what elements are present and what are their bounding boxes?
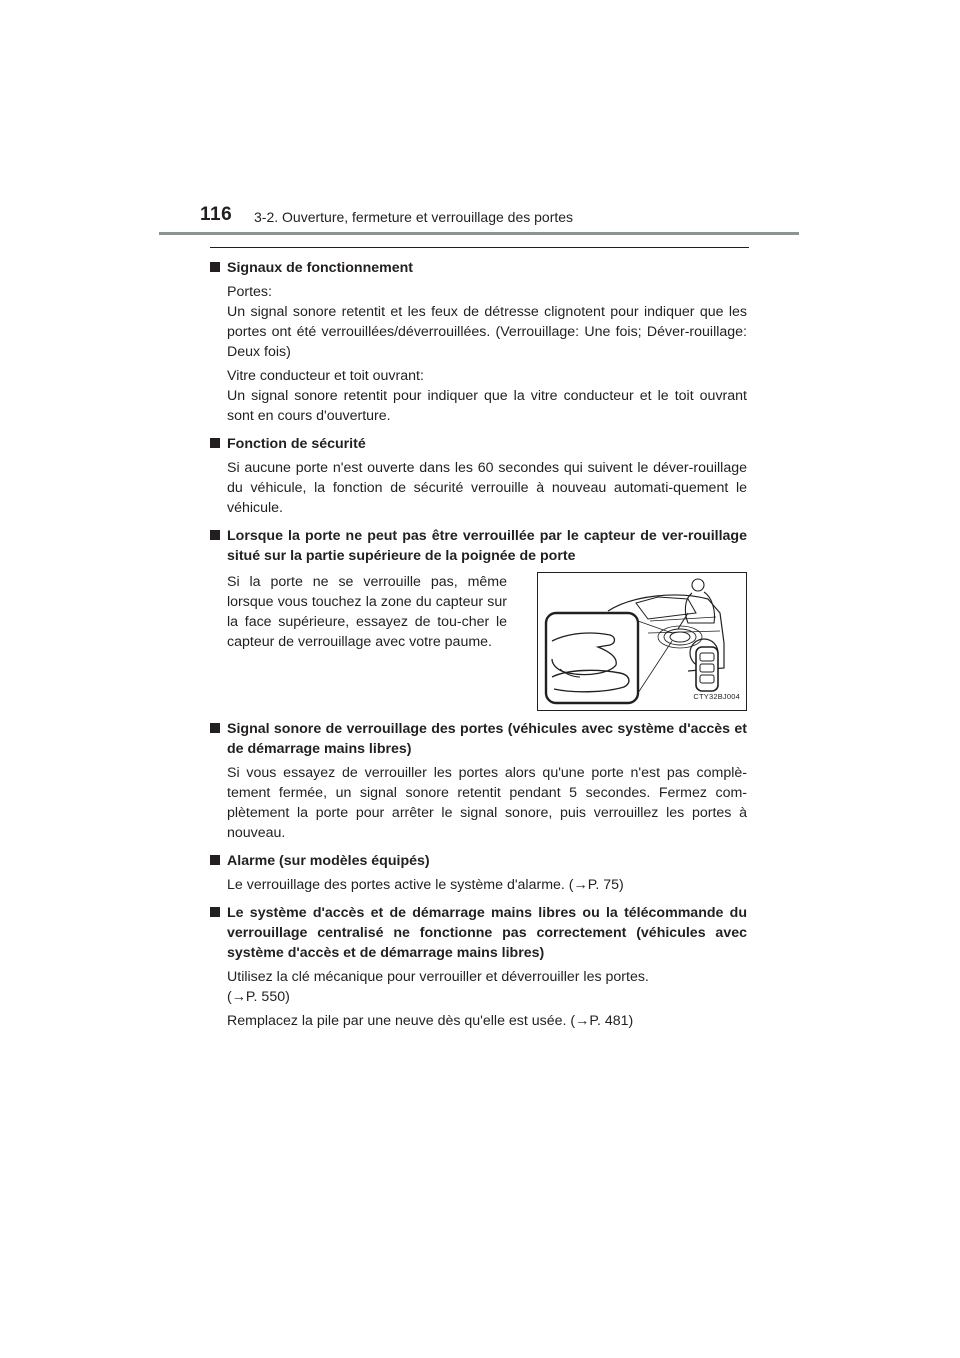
square-bullet-icon <box>210 723 220 733</box>
paragraph: Portes: <box>227 284 272 300</box>
paragraph: Remplacez la pile par une neuve dès qu'elle est usée. (→P. 481) <box>227 1013 634 1029</box>
section-heading: Alarme (sur modèles équipés) <box>210 851 747 871</box>
content-body <box>210 258 747 1031</box>
paragraph: Le verrouillage des portes active le système d'alarme. (→P. 75) <box>227 877 624 893</box>
paragraph: Utilisez la clé mécanique pour verrouiller et déverrouiller les portes. <box>227 969 649 985</box>
door-sensor-illustration <box>537 572 747 711</box>
section-heading: Signaux de fonctionnement <box>210 258 747 278</box>
paragraph: Si vous essayez de verrouiller les portes alors qu'une porte n'est pas complè-tement fermée, un signal sonore retentit pendant 5 secondes. Fermez com-plètement la porte pour arrêter le signal sonore, puis verrouillez les portes à nouveau. <box>227 765 747 841</box>
square-bullet-icon <box>210 530 220 540</box>
section-heading: Fonction de sécurité <box>210 434 747 454</box>
content-top-rule <box>210 247 749 248</box>
square-bullet-icon <box>210 438 220 448</box>
figure-caption-text: Si la porte ne se verrouille pas, même lorsque vous touchez la zone du capteur sur la face supérieure, essayez de tou-cher le capteur de verrouillage avec votre paume. <box>227 574 507 650</box>
header-rule <box>159 232 799 235</box>
square-bullet-icon <box>210 855 220 865</box>
section-heading: Signal sonore de verrouillage des portes (véhicules avec système d'accès et de démarrage mains libres) <box>210 719 747 759</box>
figure-code: CTY32BJ004 <box>693 692 740 701</box>
figure-row <box>210 572 747 711</box>
square-bullet-icon <box>210 262 220 272</box>
paragraph: Un signal sonore retentit pour indiquer que la vitre conducteur et le toit ouvrant sont en cours d'ouverture. <box>227 388 747 424</box>
paragraph: Si aucune porte n'est ouverte dans les 60 secondes qui suivent le déver-rouillage du véhicule, la fonction de sécurité verrouille à nouveau automati-quement le véhicule. <box>227 460 747 516</box>
paragraph: (→P. 550) <box>227 989 290 1005</box>
paragraph: Un signal sonore retentit et les feux de détresse clignotent pour indiquer que les portes ont été verrouillées/déverrouillées. (Verrouillage: Une fois; Déver-rouillage: Deux fois) <box>227 304 747 360</box>
section-title: 3-2. Ouverture, fermeture et verrouillage des portes <box>254 209 574 225</box>
square-bullet-icon <box>210 907 220 917</box>
section-heading: Le système d'accès et de démarrage mains libres ou la télécommande du verrouillage centralisé ne fonctionne pas correctement (véhicules avec système d'accès et de démarrage mains libres) <box>210 903 747 963</box>
page-number: 116 <box>200 204 233 225</box>
paragraph: Vitre conducteur et toit ouvrant: <box>227 368 424 384</box>
section-heading: Lorsque la porte ne peut pas être verrouillée par le capteur de ver-rouillage situé sur la partie supérieure de la poignée de porte <box>210 526 747 566</box>
